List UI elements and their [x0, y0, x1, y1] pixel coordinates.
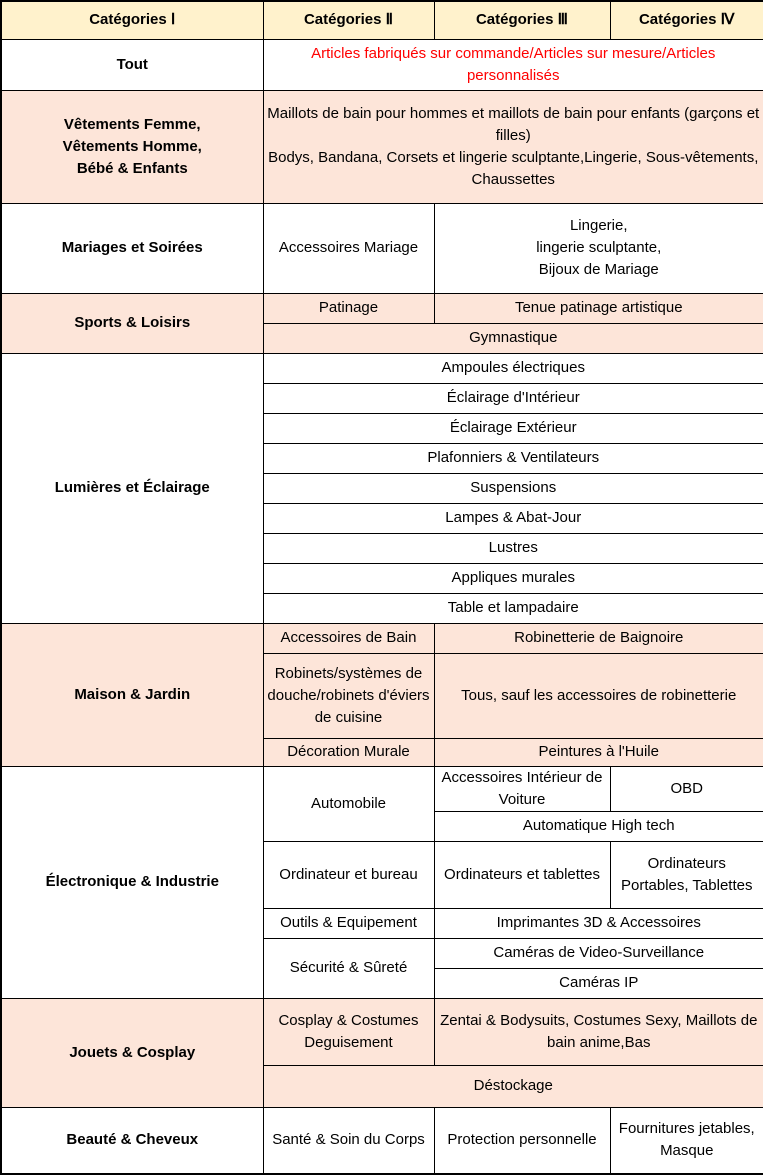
header-cat-1: Catégories Ⅰ [1, 1, 263, 39]
subcategory-cell: Cosplay & Costumes Deguisement [263, 998, 434, 1065]
subcategory-cell: Ampoules électriques [263, 353, 763, 383]
subcategory-cell: Accessoires Mariage [263, 203, 434, 293]
header-cat-4: Catégories Ⅳ [610, 1, 763, 39]
subcategory-cell: Accessoires de Bain [263, 623, 434, 653]
subcategory-cell: Zentai & Bodysuits, Costumes Sexy, Maillots de bain anime,Bas [434, 998, 763, 1065]
subcategory-cell: Tenue patinage artistique [434, 293, 763, 323]
header-cat-2: Catégories Ⅱ [263, 1, 434, 39]
subcategory-cell: Fournitures jetables, Masque [610, 1107, 763, 1174]
subcategory-cell: Lustres [263, 533, 763, 563]
category-beaute: Beauté & Cheveux [1, 1107, 263, 1174]
subcategory-cell: Caméras IP [434, 968, 763, 998]
subcategory-cell: OBD [610, 766, 763, 811]
subcategory-cell: Ordinateurs et tablettes [434, 841, 610, 908]
category-sports: Sports & Loisirs [1, 293, 263, 353]
subcategory-cell: Outils & Equipement [263, 908, 434, 938]
category-tout: Tout [1, 39, 263, 90]
subcategory-cell: Ordinateurs Portables, Tablettes [610, 841, 763, 908]
description-line: Bodys, Bandana, Corsets et lingerie sculptante,Lingerie, Sous-vêtements, Chaussettes [268, 148, 759, 188]
table-row [1, 766, 763, 811]
description-line: Maillots de bain pour hommes et maillots de bain pour enfants (garçons et filles) [267, 104, 760, 144]
table-row [1, 293, 763, 323]
table-row [1, 203, 763, 293]
subcategory-cell: Éclairage d'Intérieur [263, 383, 763, 413]
category-line: Vêtements Femme, [63, 115, 201, 133]
category-line: Bébé & Enfants [76, 159, 188, 177]
table-row [1, 998, 763, 1065]
category-electronique: Électronique & Industrie [1, 766, 263, 998]
subcategory-cell: Accessoires Intérieur de Voiture [434, 766, 610, 811]
subcategory-cell: Robinets/systèmes de douche/robinets d'éviers de cuisine [263, 653, 434, 738]
header-row [1, 1, 763, 39]
subcategory-cell: Appliques murales [263, 563, 763, 593]
category-jouets: Jouets & Cosplay [1, 998, 263, 1107]
table-row [1, 623, 763, 653]
tout-description: Articles fabriqués sur commande/Articles sur mesure/Articles personnalisés [263, 39, 763, 90]
subcategory-cell: Patinage [263, 293, 434, 323]
category-mariages: Mariages et Soirées [1, 203, 263, 293]
table-row [1, 1107, 763, 1174]
subcategory-line: lingerie sculptante, [536, 239, 662, 256]
subcategory-cell: Déstockage [263, 1065, 763, 1107]
subcategory-cell: Plafonniers & Ventilateurs [263, 443, 763, 473]
subcategory-cell: Décoration Murale [263, 738, 434, 766]
category-maison: Maison & Jardin [1, 623, 263, 766]
subcategory-line: Lingerie, [569, 217, 628, 234]
subcategory-cell: Peintures à l'Huile [434, 738, 763, 766]
table-row [1, 39, 763, 90]
category-vetements [1, 90, 263, 203]
subcategory-cell: Table et lampadaire [263, 593, 763, 623]
subcategory-cell: Automatique High tech [434, 811, 763, 841]
subcategory-cell: Lampes & Abat-Jour [263, 503, 763, 533]
subcategory-cell: Ordinateur et bureau [263, 841, 434, 908]
subcategory-cell: Éclairage Extérieur [263, 413, 763, 443]
subcategory-cell: Gymnastique [263, 323, 763, 353]
subcategory-cell: Sécurité & Sûreté [263, 938, 434, 998]
subcategory-cell: Tous, sauf les accessoires de robinetterie [434, 653, 763, 738]
table-row [1, 90, 763, 203]
subcategory-cell [434, 203, 763, 293]
subcategory-cell: Automobile [263, 766, 434, 841]
vetements-description [263, 90, 763, 203]
subcategory-cell: Caméras de Video-Surveillance [434, 938, 763, 968]
header-cat-3: Catégories Ⅲ [434, 1, 610, 39]
subcategory-cell: Suspensions [263, 473, 763, 503]
table-row [1, 353, 763, 383]
subcategory-cell: Santé & Soin du Corps [263, 1107, 434, 1174]
category-line: Vêtements Homme, [62, 137, 202, 155]
category-lumieres: Lumières et Éclairage [1, 353, 263, 623]
subcategory-cell: Imprimantes 3D & Accessoires [434, 908, 763, 938]
subcategory-cell: Robinetterie de Baignoire [434, 623, 763, 653]
subcategory-cell: Protection personnelle [434, 1107, 610, 1174]
subcategory-line: Bijoux de Mariage [538, 261, 659, 278]
